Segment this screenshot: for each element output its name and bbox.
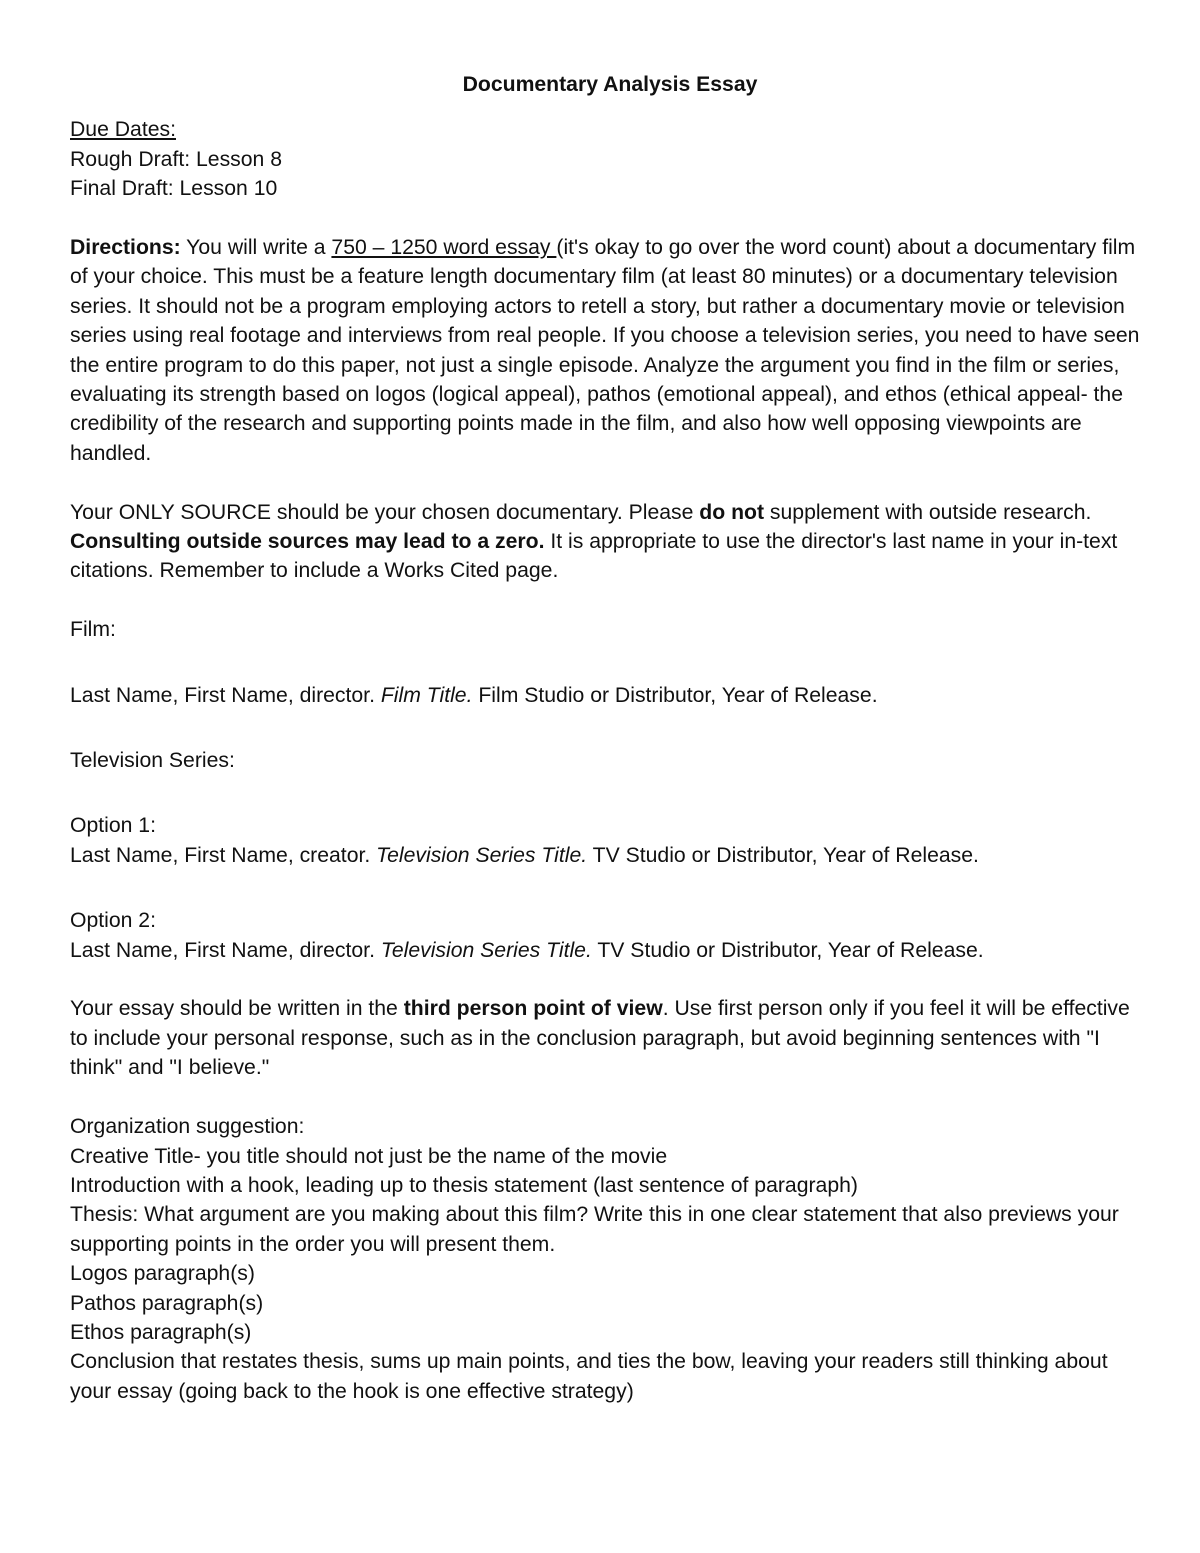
point-of-view-paragraph: [70, 994, 1150, 1082]
spacer: [70, 775, 1150, 811]
pov-text-2: . Use first person only if you feel it will be effective to include your personal response, such as in the conclusion paragraph, but avoid beginning sentences with "I think" and "I believe.": [70, 997, 1130, 1080]
tv-option-1-label: Option 1:: [70, 814, 156, 838]
source-paragraph: [70, 498, 1150, 586]
tv-option-1-part-1: Last Name, First Name, creator.: [70, 843, 377, 867]
pov-emphasis: third person point of view: [403, 997, 663, 1021]
spacer: [70, 870, 1150, 906]
organization-item: Introduction with a hook, leading up to thesis statement (last sentence of paragraph): [70, 1173, 858, 1197]
organization-item: Logos paragraph(s): [70, 1262, 255, 1286]
organization-heading: Organization suggestion:: [70, 1115, 305, 1139]
source-text-3: It is appropriate to use the director's last name in your in-text citations. Remember to include a Works Cited page.: [70, 530, 1118, 583]
source-text-1: Your ONLY SOURCE should be your chosen documentary. Please: [70, 500, 700, 524]
organization-item: Ethos paragraph(s): [70, 1320, 252, 1344]
tv-option-1-citation: [70, 841, 1150, 870]
tv-option-1-title: Television Series Title.: [376, 843, 588, 867]
film-label: Film:: [70, 618, 116, 642]
organization-item: Creative Title- you title should not just be the name of the movie: [70, 1144, 668, 1168]
tv-option-2-citation: [70, 936, 1150, 965]
spacer: [70, 586, 1150, 615]
spacer: [70, 204, 1150, 233]
document-page: [70, 70, 1150, 1406]
source-text-2: supplement with outside research.: [764, 500, 1092, 524]
spacer: [70, 965, 1150, 994]
source-warning: Consulting outside sources may lead to a zero.: [70, 530, 545, 554]
tv-option-2-title: Television Series Title.: [380, 938, 592, 962]
directions-text-1: You will write a: [180, 236, 332, 259]
spacer: [70, 710, 1150, 746]
tv-option-1-part-2: TV Studio or Distributor, Year of Release.: [587, 843, 979, 867]
tv-option-2-part-1: Last Name, First Name, director.: [70, 938, 381, 962]
directions-label: Directions:: [70, 236, 181, 259]
document-title: Documentary Analysis Essay: [462, 73, 758, 96]
directions-paragraph: [70, 233, 1150, 468]
pov-text-1: Your essay should be written in the: [70, 997, 404, 1021]
word-count-requirement: 750 – 1250 word essay: [331, 236, 557, 259]
tv-option-2-label: Option 2:: [70, 909, 156, 933]
organization-item: Conclusion that restates thesis, sums up main points, and ties the bow, leaving your readers still thinking about your essay (going back to the hook is one effective strategy): [70, 1350, 1108, 1403]
due-dates-heading: [70, 115, 1150, 144]
tv-option-2-part-2: TV Studio or Distributor, Year of Release.: [591, 938, 984, 962]
source-emphasis-do-not: do not: [699, 500, 765, 524]
tv-series-label: Television Series:: [70, 749, 235, 773]
film-citation-title: Film Title.: [380, 683, 473, 707]
organization-item: Pathos paragraph(s): [70, 1291, 264, 1315]
film-citation-part-2: Film Studio or Distributor, Year of Release.: [472, 683, 878, 707]
spacer: [70, 645, 1150, 681]
organization-item: Thesis: What argument are you making about this film? Write this in one clear statement that also previews your supporting points in the order you will present them.: [70, 1203, 1119, 1256]
final-draft-date: Final Draft: Lesson 10: [70, 177, 278, 201]
rough-draft-date: Rough Draft: Lesson 8: [70, 147, 282, 171]
due-dates-heading-text: Due Dates:: [70, 118, 176, 142]
film-citation-part-1: Last Name, First Name, director.: [70, 683, 381, 707]
spacer: [70, 1083, 1150, 1112]
directions-text-2: (it's okay to go over the word count) about a documentary film of your choice. This must be a feature length documentary film (at least 80 minutes) or a documentary television series. It should not be a program employing actors to retell a story, but rather a documentary movie or television series using real footage and interviews from real people. If you choose a television series, you need to have seen the entire program to do this paper, not just a single episode. Analyze the argument you find in the film or series, evaluating its strength based on logos (logical appeal), pathos (emotional appeal), and ethos (ethical appeal- the credibility of the research and supporting points made in the film, and also how well opposing viewpoints are handled.: [70, 236, 1140, 465]
spacer: [70, 468, 1150, 497]
film-citation-format: [70, 681, 1150, 710]
